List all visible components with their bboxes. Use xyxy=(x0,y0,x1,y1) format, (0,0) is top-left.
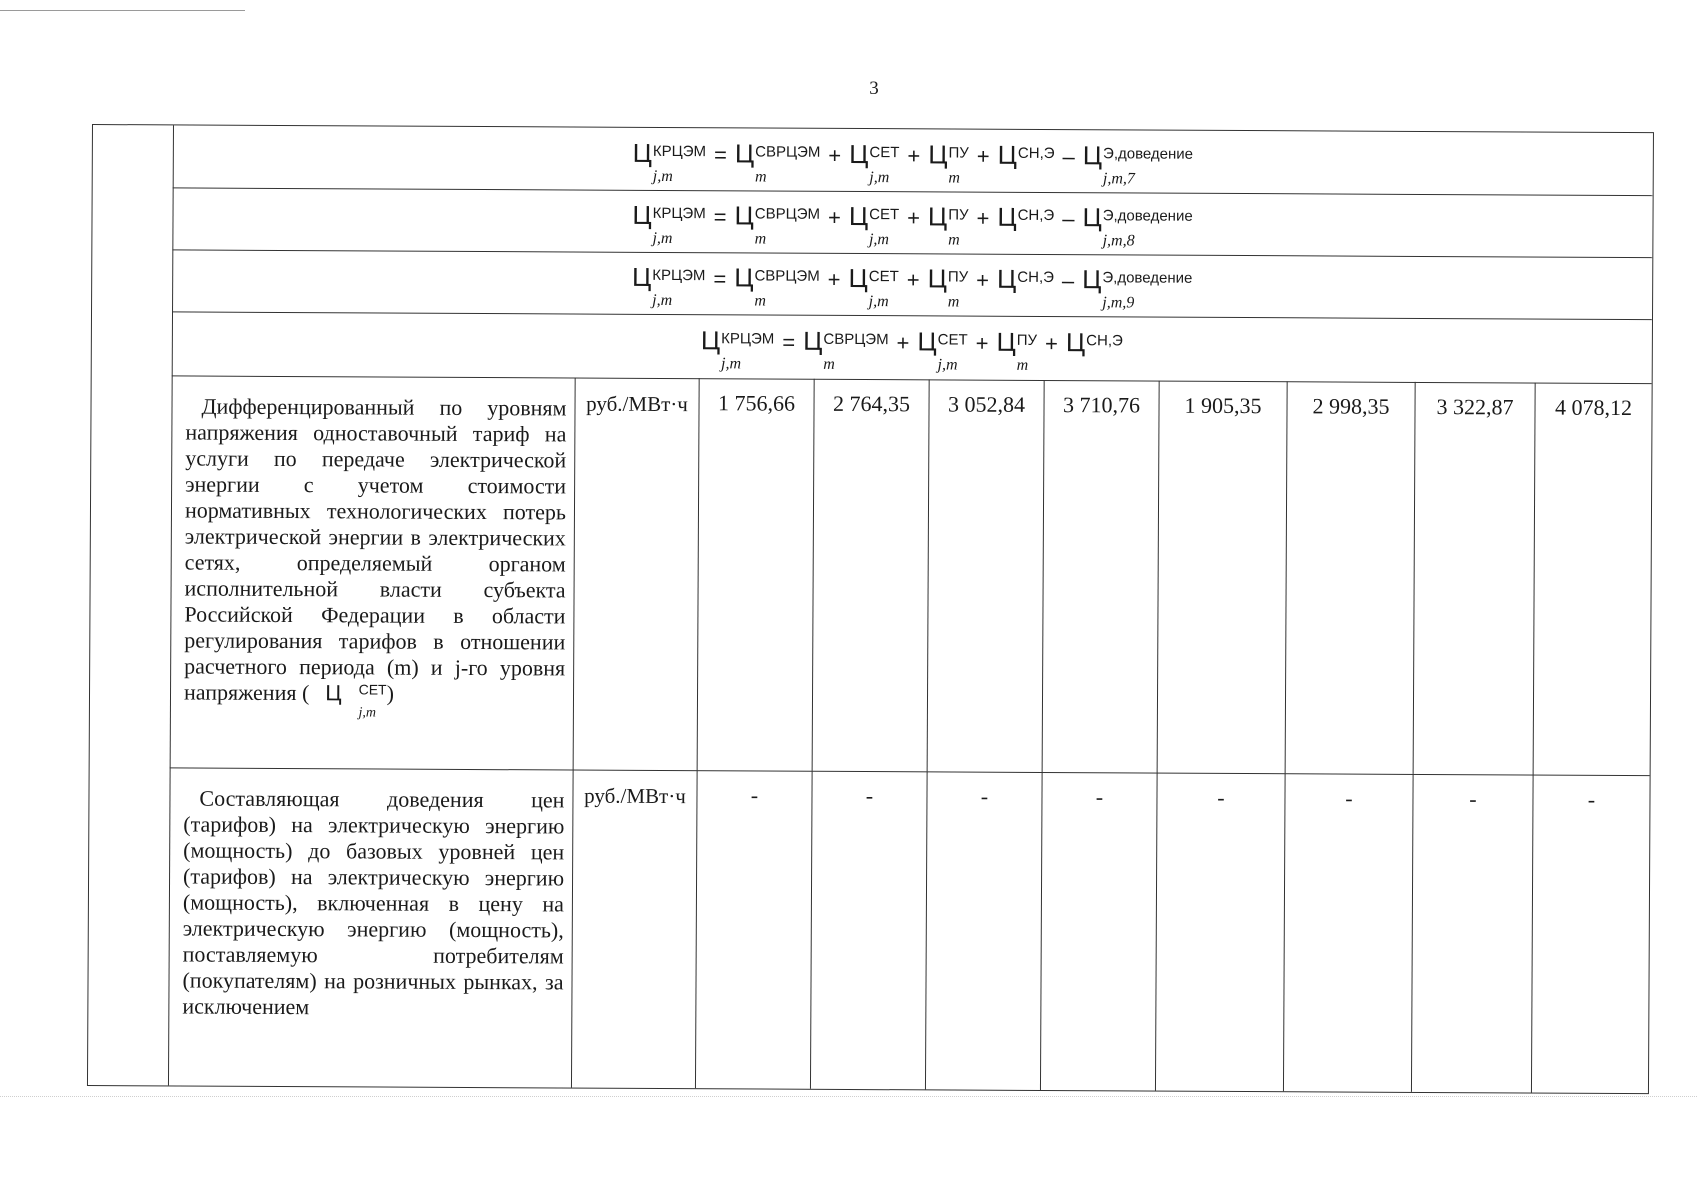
value-cell: 1 905,35 xyxy=(1158,381,1288,774)
value-cell: 3 710,76 xyxy=(1043,380,1160,773)
formula-row xyxy=(172,311,1652,384)
value-cell: - xyxy=(1284,773,1414,1092)
price-symbol: Ц Э,доведение j,m,7 xyxy=(1082,139,1194,187)
row-description: Дифференцированный по уровням напряжения одноставочный тариф на услуги по передаче электрической энергии с учетом стоимости нормативных технологических потерь электрической энергии в электрических сетях, определяемый органом исполнительной власти субъекта Российской Федерации в области регулирования тарифов в отношении расчетного периода (m) и j-го уровня напряжения ( Ц СЕТ j,m ) xyxy=(178,375,576,769)
price-symbol: Ц СВРЦЭМ m xyxy=(734,137,821,186)
price-symbol: Ц ПУ m xyxy=(996,326,1038,374)
formula xyxy=(631,261,1193,311)
table-row-tariff xyxy=(170,375,1652,776)
price-symbol: Ц СВРЦЭМ m xyxy=(734,199,821,248)
operator: + xyxy=(827,204,841,230)
price-symbol: Ц Э,доведение j,m,9 xyxy=(1082,263,1193,311)
value-cell: - xyxy=(1587,786,1596,812)
price-symbol: Ц КРЦЭМ j,m xyxy=(700,324,775,372)
operator: – xyxy=(1062,143,1075,169)
value-cell: - xyxy=(926,771,1043,1090)
operator: + xyxy=(828,142,842,168)
tariff-table xyxy=(87,124,1654,1094)
operator: – xyxy=(1062,205,1075,231)
page-number: 3 xyxy=(869,78,879,99)
price-symbol: Ц КРЦЭМ j,m xyxy=(631,261,706,309)
value-cell: - xyxy=(811,771,928,1090)
price-symbol: Ц ПУ m xyxy=(927,262,969,311)
price-symbol: Ц ПУ m xyxy=(928,138,969,187)
value-cell: 4 078,12 xyxy=(1554,394,1633,421)
row-number-column xyxy=(88,125,174,1085)
value-cell: - xyxy=(1412,774,1534,1093)
value-cell: 2 764,35 xyxy=(813,379,930,772)
formula xyxy=(632,137,1194,187)
operator: = xyxy=(713,141,727,167)
formula xyxy=(632,199,1193,249)
formula-row xyxy=(172,249,1652,320)
price-symbol: Ц СН,Э xyxy=(996,263,1054,294)
row-description: Составляющая доведения цен (тарифов) на электрическую энергию (мощность) до базовых уровней цен (тарифов) на электрическую энергию (мощность), включенная в цену на электрическую энергию (мощность), поставляемую потребителям (покупателям) на розничных рынках, за исключением xyxy=(176,767,574,1087)
operator: + xyxy=(976,205,990,231)
value-cell: 3 052,84 xyxy=(928,379,1045,772)
price-symbol: Ц СЕТ j,m xyxy=(848,262,899,310)
operator: + xyxy=(975,330,989,356)
unit-cell: руб./МВт·ч xyxy=(572,770,698,1089)
price-symbol: Ц СН,Э xyxy=(1065,326,1123,357)
price-symbol: Ц СН,Э xyxy=(997,201,1055,232)
operator: + xyxy=(907,142,921,168)
price-symbol: Ц Э,доведение j,m,8 xyxy=(1082,201,1193,249)
value-cell: - xyxy=(1156,773,1286,1092)
operator: + xyxy=(1045,330,1059,356)
table-row-adjustment xyxy=(168,767,1650,1093)
price-symbol: Ц КРЦЭМ j,m xyxy=(632,137,707,185)
top-rule xyxy=(0,10,245,11)
price-symbol: Ц СЕТ j,m xyxy=(917,325,968,374)
operator: + xyxy=(907,204,921,230)
formula-row xyxy=(172,187,1652,258)
price-symbol: Ц ПУ m xyxy=(927,200,969,249)
price-symbol: Ц СН,Э xyxy=(997,139,1055,170)
operator: + xyxy=(976,143,990,169)
unit-cell: руб./МВт·ч xyxy=(574,378,700,771)
formula xyxy=(700,324,1123,374)
price-symbol: Ц СЕТ j,m xyxy=(849,138,900,186)
operator: + xyxy=(906,266,920,292)
value-cell: 1 756,66 xyxy=(698,378,815,771)
value-cell: 2 998,35 xyxy=(1286,381,1416,774)
operator: = xyxy=(713,203,727,229)
scan-edge xyxy=(0,1096,1697,1098)
operator: + xyxy=(896,329,910,355)
operator: – xyxy=(1061,267,1075,293)
operator: = xyxy=(713,265,727,291)
value-cell: - xyxy=(1041,772,1158,1091)
value-cell: 3 322,87 xyxy=(1414,382,1536,775)
value-cell: - xyxy=(696,770,813,1089)
price-symbol: Ц СВРЦЭМ m xyxy=(803,325,889,373)
price-symbol: Ц СЕТ j,m xyxy=(848,200,900,248)
operator: = xyxy=(782,329,796,355)
price-symbol: Ц СВРЦЭМ m xyxy=(734,261,820,310)
tariff-symbol: Ц СЕТ j,m xyxy=(325,680,387,721)
formula-row xyxy=(173,125,1653,196)
operator: + xyxy=(976,267,990,293)
operator: + xyxy=(827,266,841,292)
price-symbol: Ц КРЦЭМ j,m xyxy=(632,199,706,247)
